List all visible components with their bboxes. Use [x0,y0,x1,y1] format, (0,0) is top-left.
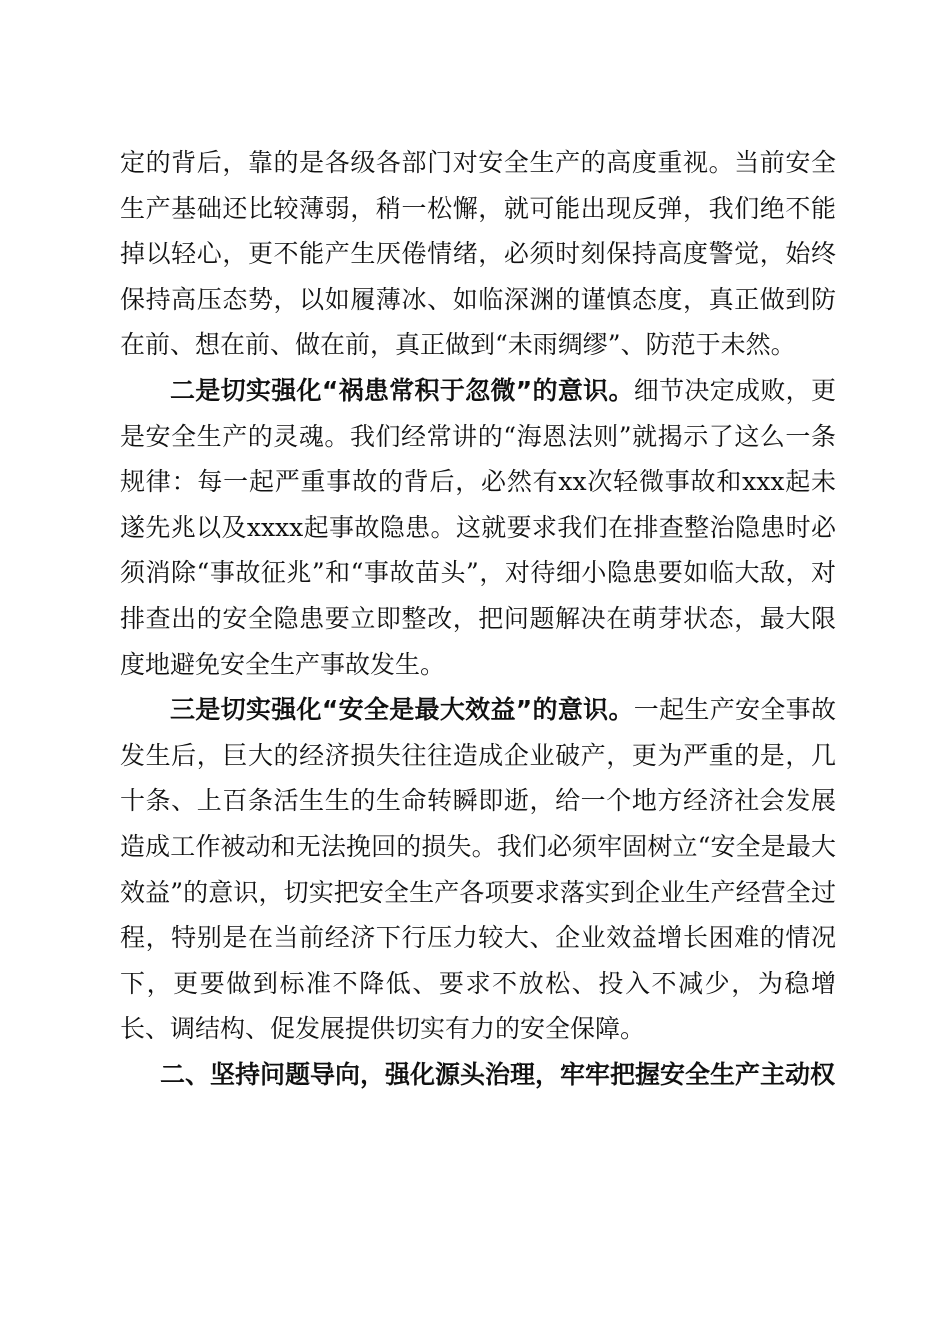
section-heading: 二、坚持问题导向，强化源头治理，牢牢把握安全生产主动权 [160,1059,836,1089]
paragraph-text: 一起生产安全事故发生后，巨大的经济损失往往造成企业破产，更为严重的是，几十条、上百条活生生的生命转瞬即逝，给一个地方经济社会发展造成工作被动和无法挽回的损失。我们必须牢固树立“安全是最大效益”的意识，切实把安全生产各项要求落实到企业生产经营全过程，特别是在当前经济下行压力较大、企业效益增长困难的情况下，更要做到标准不降低、要求不放松、投入不减少，为稳增长、调结构、促发展提供切实有力的安全保障。 [120,695,836,1044]
paragraph-text: 细节决定成败，更是安全生产的灵魂。我们经常讲的“海恩法则”就揭示了这么一条规律：每一起严重事故的背后，必然有xx次轻微事故和xxx起未遂先兆以及xxxx起事故隐患。这就要求我们在排查整治隐患时必须消除“事故征兆”和“事故苗头”，对待细小隐患要如临大敌，对排查出的安全隐患要立即整改，把问题解决在萌芽状态，最大限度地避免安全生产事故发生。 [120,375,836,679]
paragraph-text: 定的背后，靠的是各级各部门对安全生产的高度重视。当前安全生产基础还比较薄弱，稍一松懈，就可能出现反弹，我们绝不能掉以轻心，更不能产生厌倦情绪，必须时刻保持高度警觉，始终保持高压态势，以如履薄冰、如临深渊的谨慎态度，真正做到防在前、想在前、做在前，真正做到“未雨绸缪”、防范于未然。 [120,148,836,360]
document-page [120,140,836,1097]
paragraph-point-two [120,368,836,687]
paragraph-lead: 三是切实强化“安全是最大效益”的意识。 [170,695,634,725]
paragraph-point-three [120,687,836,1052]
paragraph-lead: 二是切实强化“祸患常积于忽微”的意识。 [170,375,634,405]
paragraph-continuation [120,140,836,368]
